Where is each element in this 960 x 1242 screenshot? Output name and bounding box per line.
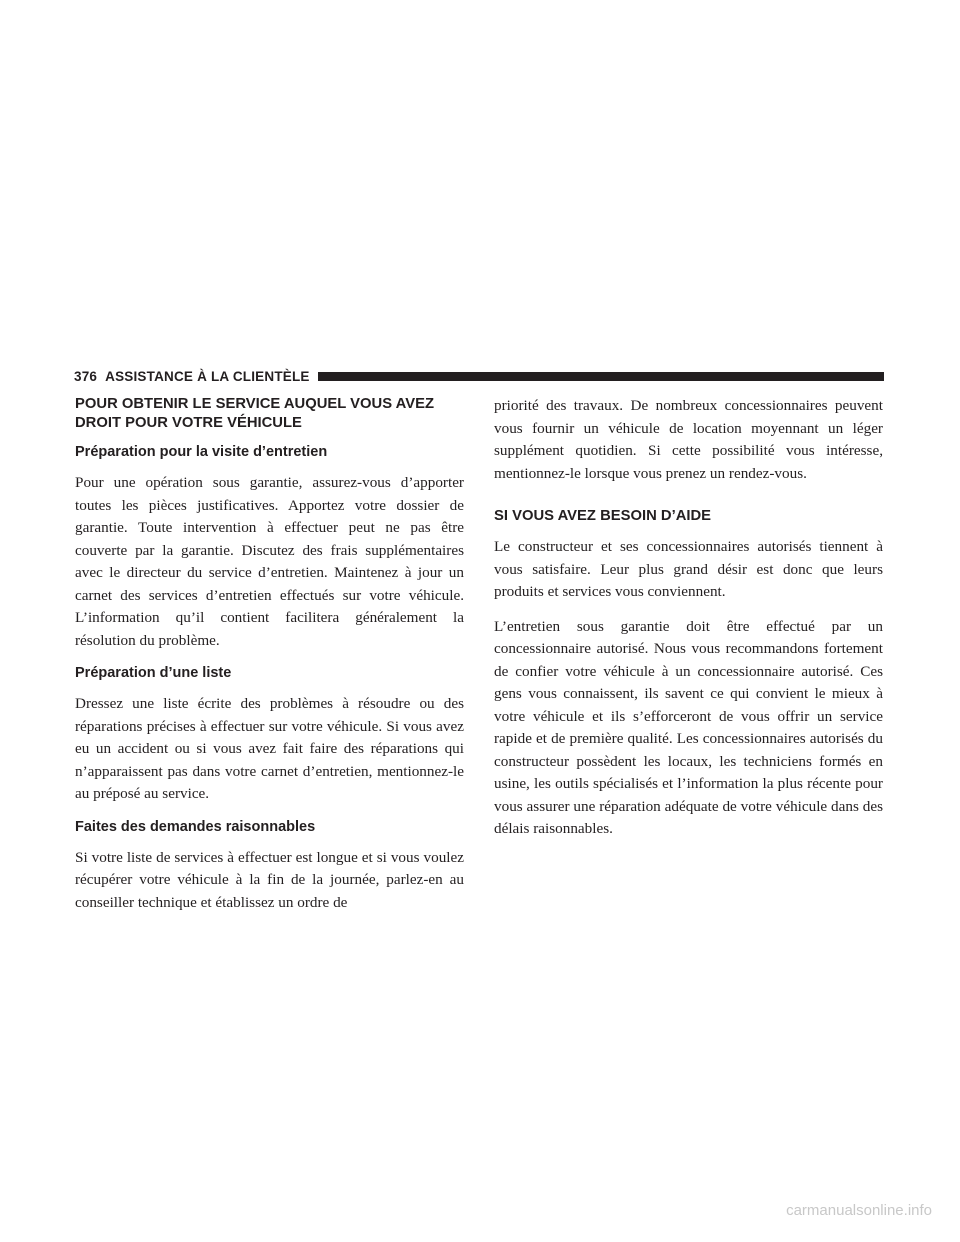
section-title: ASSISTANCE À LA CLIENTÈLE	[105, 368, 310, 384]
left-column	[75, 395, 464, 926]
page-header	[74, 366, 884, 386]
section-heading-service: POUR OBTENIR LE SERVICE AUQUEL VOUS AVEZ DROIT POUR VOTRE VÉHICULE	[75, 396, 435, 431]
paragraph-priority-continued: priorité des travaux. De nombreux concessionnaires peuvent vous fournir un véhicule de location moyennant un léger supplément quotidien. Si cette possibilité vous intéresse, mentionnez-le lorsque vous prenez un rendez-vous.	[494, 397, 883, 482]
paragraph-reasonable-requests: Si votre liste de services à effectuer est longue et si vous voulez récupérer votre véhicule à la fin de la journée, parlez-en au conseiller technique et établissez un ordre de	[75, 848, 464, 911]
paragraph-visit-preparation: Pour une opération sous garantie, assurez-vous d’apporter toutes les pièces justificatives. Apportez votre dossier de garantie. Toute intervention à effectuer peut ne pas être couverte par la garantie. Discutez des frais supplémentaires avec le directeur du service d’entretien. Maintenez à jour un carnet des services d’entretien effectués sur votre véhicule. L’information qu’il contient facilitera généralement la résolution du problème.	[75, 474, 464, 649]
watermark: carmanualsonline.info	[786, 1202, 932, 1219]
header-rule	[318, 372, 884, 381]
subheading-list-preparation: Préparation d’une liste	[75, 665, 232, 681]
page-number: 376	[74, 368, 98, 384]
paragraph-satisfaction: Le constructeur et ses concessionnaires autorisés tiennent à vous satisfaire. Leur plus grand désir est donc que leurs produits et services vous conviennent.	[494, 538, 883, 600]
paragraph-warranty-service: L’entretien sous garantie doit être effectué par un concessionnaire autorisé. Nous vous recommandons fortement de confier votre véhicule à un concessionnaire autorisé. Ces gens vous connaissent, ils savent ce qui convient le mieux à votre véhicule et ils s’efforceront de vous offrir un service rapide et de première qualité. Les concessionnaires autorisés du constructeur possèdent les locaux, les techniciens formés en usine, les outils spécialisés et l’information la plus récente pour vous assurer une réparation adéquate de votre véhicule dans des délais raisonnables.	[494, 617, 883, 837]
right-column	[494, 395, 883, 853]
paragraph-list-preparation: Dressez une liste écrite des problèmes à résoudre ou des réparations précises à effectuer sur votre véhicule. Si vous avez eu un accident ou si vous avez fait faire des réparations qui n’apparaissent pas dans votre carnet d’entretien, mentionnez-le au préposé au service.	[75, 695, 464, 802]
subheading-reasonable-requests: Faites des demandes raisonnables	[75, 818, 316, 835]
subheading-visit-preparation: Préparation pour la visite d’entretien	[75, 444, 328, 460]
section-heading-help: SI VOUS AVEZ BESOIN D’AIDE	[494, 508, 712, 524]
